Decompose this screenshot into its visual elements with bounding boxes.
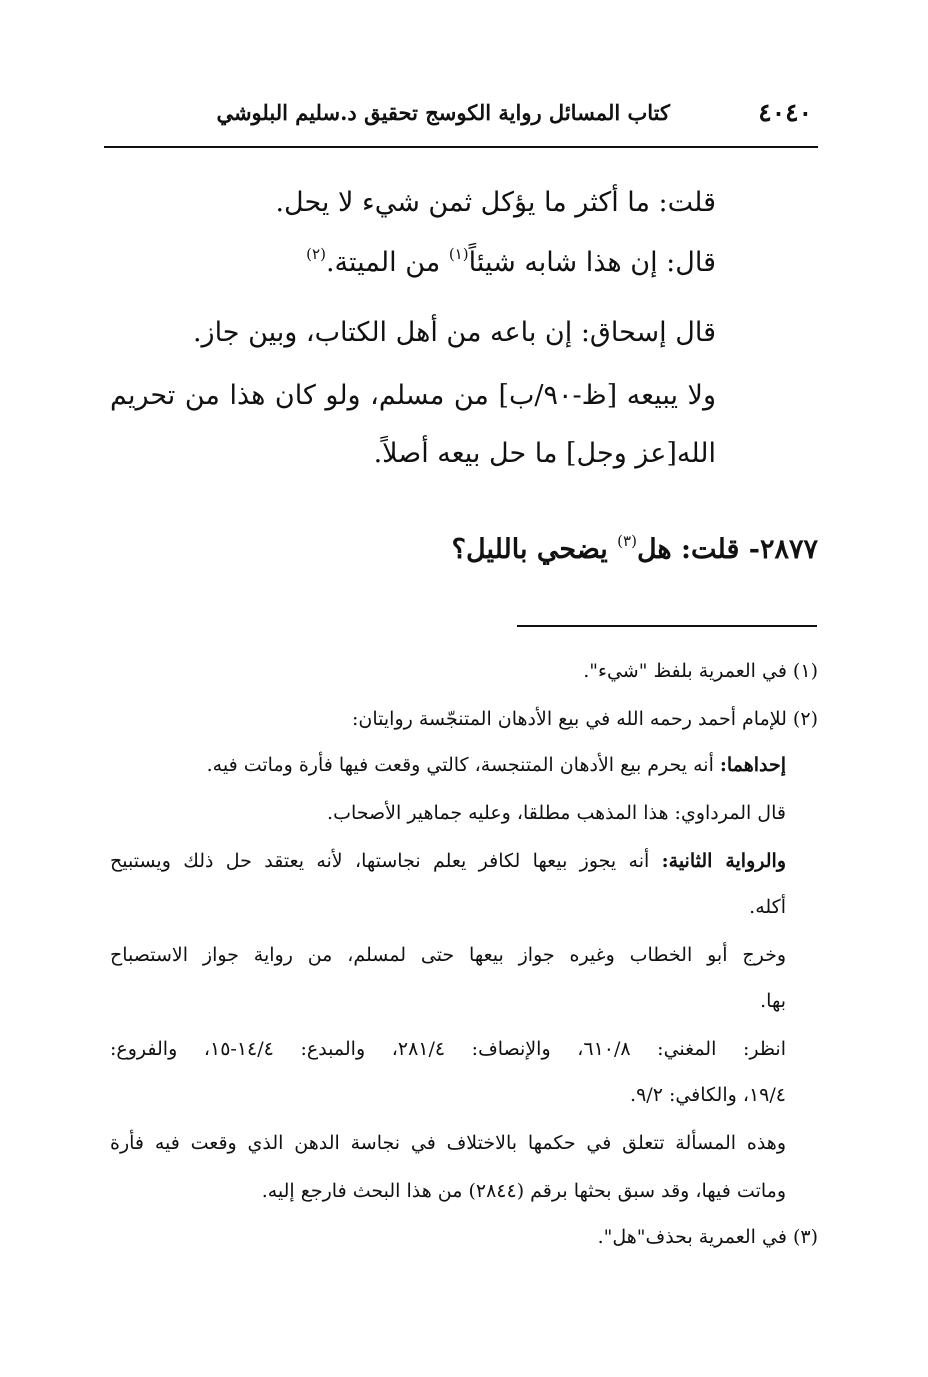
body-line-4: ولا يبيعه [ظ-٩٠/ب] من مسلم، ولو كان هذا من تحريم [110, 380, 716, 411]
body-line-2-text-b: من الميتة. [325, 247, 449, 278]
footnote-2-first [207, 750, 786, 780]
footnote-separator [517, 625, 817, 627]
footnote-ref-3: (٣) [617, 532, 637, 550]
body-line-1: قلت: ما أكثر ما يؤكل ثمن شيء لا يحل. [275, 187, 716, 218]
footnote-2-second [110, 846, 786, 876]
footnote-1: (١) في العمرية بلفظ "شيء". [583, 660, 818, 682]
page-header [104, 98, 818, 138]
question-suffix: يضحي بالليل؟ [451, 534, 618, 565]
body-line-2-text-a: قال: إن هذا شابه شيئاً [468, 247, 716, 278]
header-rule [104, 146, 818, 148]
footnote-2-refs: انظر: المغني: ٦١٠/٨، والإنصاف: ٢٨١/٤، والمبدع: ١٤/٤-١٥، والفروع: [110, 1038, 787, 1060]
body-line-2 [306, 243, 716, 283]
footnote-2-issue: وهذه المسألة تتعلق في حكمها بالاختلاف في نجاسة الدهن الذي وقعت فيه فأرة [110, 1132, 786, 1154]
footnote-2-refs-cont: ١٩/٤، والكافي: ٩/٢. [630, 1084, 786, 1106]
footnote-2-second-cont: أكله. [749, 896, 786, 918]
question-2877 [452, 528, 818, 572]
footnote-2-first-text: أنه يحرم بيع الأدهان المتنجسة، كالتي وقعت فيها فأرة وماتت فيه. [206, 754, 720, 776]
page-number: ٤٠٤٠ [758, 98, 812, 127]
question-prefix: ٢٨٧٧- قلت: هل [636, 534, 818, 565]
body-line-5: الله[عز وجل] ما حل بيعه أصلاً. [373, 438, 716, 469]
footnote-2-khattab-cont: بها. [760, 990, 786, 1012]
footnote-ref-1: (١) [448, 245, 469, 263]
footnote-2-intro: (٢) للإمام أحمد رحمه الله في بيع الأدهان المتنجّسة روايتان: [352, 708, 818, 730]
footnote-ref-2: (٢) [306, 245, 326, 263]
body-line-3: قال إسحاق: إن باعه من أهل الكتاب، وبين جاز. [192, 317, 716, 348]
footnote-2-khattab: وخرج أبو الخطاب وغيره جواز بيعها حتى لمسلم، من رواية جواز الاستصباح [110, 944, 786, 966]
footnote-2-mardawi: قال المرداوي: هذا المذهب مطلقا، وعليه جماهير الأصحاب. [327, 802, 786, 824]
footnote-2-second-text: أنه يجوز بيعها لكافر يعلم نجاستها، لأنه يعتقد حل ذلك ويستبيح [110, 850, 662, 872]
footnote-2-second-label: والرواية الثانية: [661, 850, 786, 872]
running-title: كتاب المسائل رواية الكوسج تحقيق د.سليم البلوشي [216, 100, 670, 125]
footnote-3: (٣) في العمرية بحذف"هل". [597, 1226, 818, 1248]
footnote-2-first-label: إحداهما: [719, 754, 786, 776]
footnote-2-issue-cont: وماتت فيها، وقد سبق بحثها برقم (٢٨٤٤) من هذا البحث فارجع إليه. [261, 1180, 786, 1202]
